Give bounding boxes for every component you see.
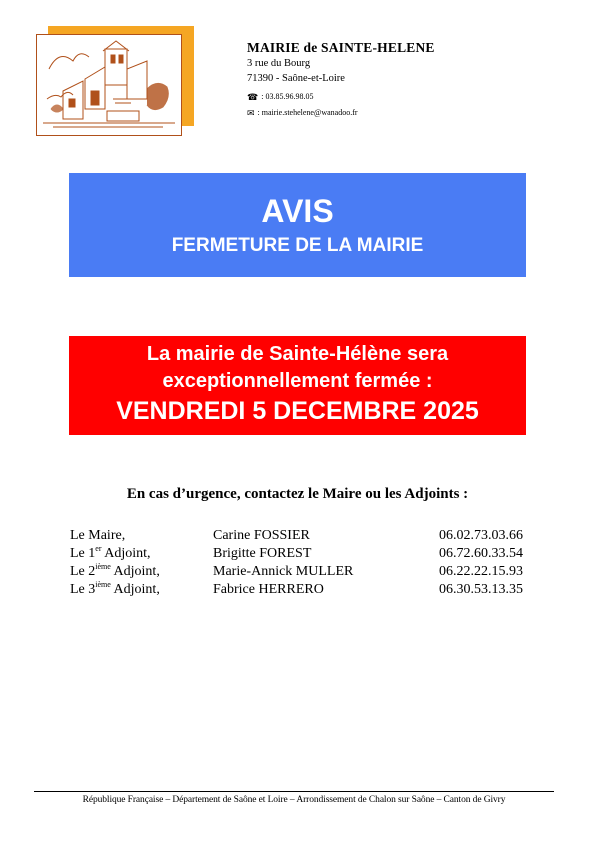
phone-number: : 03.85.96.98.05	[261, 92, 314, 101]
contact-row-adjoint-2	[70, 563, 525, 581]
closure-line-1: La mairie de Sainte-Hélène sera	[146, 343, 449, 365]
contact-role: Le 2ième Adjoint,	[70, 562, 160, 579]
contact-role: Le Maire,	[70, 528, 126, 543]
email-line	[247, 106, 435, 120]
church-village-sketch	[43, 39, 175, 131]
mairie-logo	[36, 26, 194, 136]
phone-line	[247, 90, 435, 104]
contact-role: Le 1er Adjoint,	[70, 544, 151, 561]
contact-phone: 06.30.53.13.35	[439, 582, 523, 597]
contact-phone: 06.72.60.33.54	[439, 546, 523, 561]
contact-name: Marie-Annick MULLER	[213, 564, 354, 579]
org-name: MAIRIE de SAINTE-HELENE	[247, 40, 435, 55]
notice-title: AVIS	[261, 193, 334, 229]
contact-role: Le 3ième Adjoint,	[70, 580, 160, 597]
mairie-header	[247, 40, 435, 120]
closure-line-2: exceptionnellement fermée :	[162, 370, 433, 392]
logo-village-drawing	[36, 34, 182, 136]
footer-divider	[34, 791, 554, 792]
closure-banner	[69, 336, 526, 435]
contact-name: Brigitte FOREST	[213, 546, 312, 561]
notice-banner	[69, 173, 526, 277]
contact-list	[70, 527, 525, 599]
address-line-1: 3 rue du Bourg	[247, 58, 311, 69]
contact-phone: 06.22.22.15.93	[439, 564, 523, 579]
address-line-2: 71390 - Saône-et-Loire	[247, 73, 345, 84]
envelope-icon: ✉	[247, 107, 255, 118]
contact-name: Carine FOSSIER	[213, 528, 310, 543]
contact-name: Fabrice HERRERO	[213, 582, 324, 597]
urgence-heading: En cas d’urgence, contactez le Maire ou les Adjoints :	[126, 486, 469, 502]
contact-phone: 06.02.73.03.66	[439, 528, 523, 543]
contact-row-adjoint-3	[70, 581, 525, 599]
email-address: : mairie.stehelene@wanadoo.fr	[257, 108, 358, 117]
closure-date: VENDREDI 5 DECEMBRE 2025	[116, 397, 479, 425]
contact-row-adjoint-1	[70, 545, 525, 563]
contact-row-maire	[70, 527, 525, 545]
phone-icon: ☎	[247, 91, 259, 102]
notice-subtitle: FERMETURE DE LA MAIRIE	[171, 235, 424, 256]
footer-text: République Française – Département de Saône et Loire – Arrondissement de Chalon sur Saône – Canton de Givry	[82, 795, 506, 805]
